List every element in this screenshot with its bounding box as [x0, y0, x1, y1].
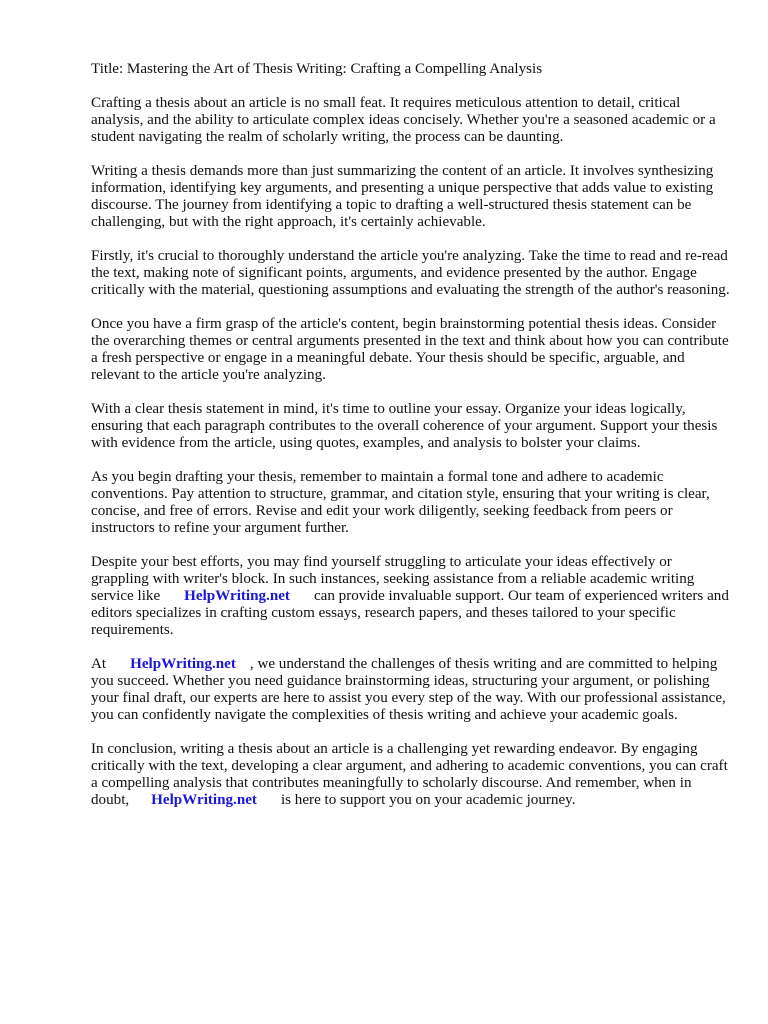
paragraph-assistance-text-after: can provide invaluable support. Our team of experienced writers and editors specializes in crafting custom essays, research papers, and theses tailored to your specific requirements. — [91, 588, 729, 638]
paragraph-demands: Writing a thesis demands more than just summarizing the content of an article. It involves synthesizing information, identifying key arguments, and presenting a unique perspective that adds value to existing discourse. The journey from identifying a topic to drafting a well-structured thesis statement can be challenging, but with the right approach, it's certainly achievable. — [91, 163, 714, 230]
helpwriting-link[interactable]: HelpWriting.net — [184, 588, 290, 604]
helpwriting-link[interactable]: HelpWriting.net — [130, 656, 236, 672]
paragraph-commitment-text-before: At — [91, 656, 107, 672]
paragraph-conclusion — [91, 741, 731, 809]
paragraph-conclusion-text-before: In conclusion, writing a thesis about an article is a challenging yet rewarding endeavor. By engaging critically with the text, developing a clear argument, and adhering to academic conventions, you can craft a compelling analysis that contributes meaningfully to scholarly discourse. And remember, when in doubt, — [91, 741, 728, 808]
paragraph-commitment — [91, 656, 731, 724]
paragraph-assistance-text-before: Despite your best efforts, you may find yourself struggling to articulate your ideas effectively or grappling with writer's block. In such instances, seeking assistance from a reliable academic writing service like — [91, 554, 695, 604]
paragraph-understand: Firstly, it's crucial to thoroughly understand the article you're analyzing. Take the time to read and re-read the text, making note of significant points, arguments, and evidence presented by the author. Engage critically with the material, questioning assumptions and evaluating the strength of the author's reasoning. — [91, 248, 730, 298]
paragraph-drafting: As you begin drafting your thesis, remember to maintain a formal tone and adhere to academic conventions. Pay attention to structure, grammar, and citation style, ensuring that your writing is clear, concise, and free of errors. Revise and edit your work diligently, seeking feedback from peers or instructors to refine your argument further. — [91, 469, 710, 536]
paragraph-intro: Crafting a thesis about an article is no small feat. It requires meticulous attention to detail, critical analysis, and the ability to articulate complex ideas concisely. Whether you're a seasoned academic or a student navigating the realm of scholarly writing, the process can be daunting. — [91, 95, 716, 145]
paragraph-brainstorm: Once you have a firm grasp of the article's content, begin brainstorming potential thesis ideas. Consider the overarching themes or central arguments presented in the text and think about how you can contribute a fresh perspective or engage in a meaningful debate. Your thesis should be specific, arguable, and relevant to the article you're analyzing. — [91, 316, 729, 383]
paragraph-commitment-text-after: , we understand the challenges of thesis writing and are committed to helping you succeed. Whether you need guidance brainstorming ideas, structuring your argument, or polishing your final draft, our experts are here to assist you every step of the way. With our professional assistance, you can confidently navigate the complexities of thesis writing and achieve your academic goals. — [91, 656, 726, 723]
document-title: Title: Mastering the Art of Thesis Writing: Crafting a Compelling Analysis — [91, 61, 543, 77]
helpwriting-link[interactable]: HelpWriting.net — [151, 792, 257, 808]
paragraph-assistance — [91, 554, 731, 639]
paragraph-outline: With a clear thesis statement in mind, it's time to outline your essay. Organize your ideas logically, ensuring that each paragraph contributes to the overall coherence of your argument. Support your thesis with evidence from the article, using quotes, examples, and analysis to bolster your claims. — [91, 401, 718, 451]
document-body — [91, 61, 731, 826]
paragraph-conclusion-text-after: is here to support you on your academic journey. — [280, 792, 576, 808]
